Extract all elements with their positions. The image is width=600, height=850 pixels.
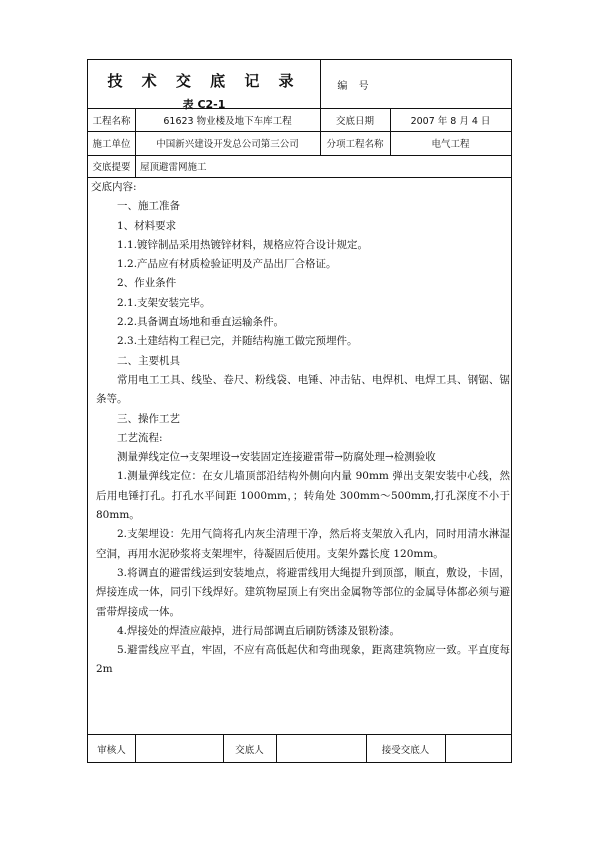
content-paragraph: 3.将调直的避雷线运到安装地点，将避雷线用大绳提升到顶部，顺直，敷设，卡固，焊接连成一体，同引下线焊好。建筑物屋顶上有突出金属物等部位的金属导体都必须与避雷带焊接成一体。 [96, 566, 510, 618]
content-paragraph: 一、施工准备 [117, 200, 180, 213]
content-paragraph: 二、主要机具 [117, 354, 180, 367]
content-paragraph: 常用电工工具、线坠、卷尺、粉线袋、电锤、冲击钻、电焊机、电焊工具、钢锯、锯条等。 [96, 373, 510, 406]
content-paragraph: 1.1.镀锌制品采用热镀锌材料，规格应符合设计规定。 [117, 238, 369, 251]
content-paragraph: 1.2.产品应有材质检验证明及产品出厂合格证。 [117, 258, 337, 271]
unit-label: 施工单位 [92, 139, 131, 150]
reviewer-value [135, 734, 223, 763]
technical-disclosure-form [87, 59, 512, 763]
content-paragraph: 2、作业条件 [117, 277, 177, 290]
content-paragraph: 5.避雷线应平直，牢固，不应有高低起伏和弯曲现象，距离建筑物应一致。平直度每2m [96, 644, 510, 676]
receiver-label: 接受交底人 [381, 744, 430, 756]
project-name-label: 工程名称 [92, 115, 131, 127]
number-value [390, 60, 511, 108]
content-paragraph: 2.支架埋设：先用气筒将孔内灰尘清理干净，然后将支架放入孔内，同时用清水淋湿空洞，再用水泥砂浆将支架埋牢，待凝固后使用。支架外露长度 120mm。 [96, 528, 510, 560]
form-code: 表 C2-1 [182, 98, 226, 111]
project-name-value: 61623 物业楼及地下车库工程 [163, 115, 292, 127]
receiver-value [445, 734, 511, 763]
number-label: 编 号 [337, 80, 373, 92]
content-paragraph: 2.2.具备调直场地和垂直运输条件。 [117, 316, 285, 329]
content-paragraph: 测量弹线定位→支架埋设→安装固定连接避雷带→防腐处理→检测验收 [117, 451, 436, 464]
reviewer-label: 审核人 [97, 744, 126, 756]
presenter-label: 交底人 [235, 744, 264, 756]
content-paragraph: 1、材料要求 [117, 219, 177, 232]
sub-project-value: 电气工程 [431, 139, 470, 150]
content-paragraph: 2.3.土建结构工程已完，并随结构施工做完预埋件。 [117, 335, 358, 348]
form-title: 技 术 交 底 记 录 [107, 72, 301, 90]
unit-value: 中国新兴建设开发总公司第三公司 [156, 139, 299, 150]
summary-label: 交底提要 [92, 162, 131, 173]
content-paragraph: 2.1.支架安装完毕。 [117, 296, 211, 309]
content-paragraph: 1.测量弹线定位：在女儿墙顶部沿结构外侧向内量 90mm 弹出支架安装中心线，然后用电锤打孔。打孔水平间距 1000mm，；转角处 300mm～500mm,打孔深度不小于 80mm。 [96, 470, 510, 522]
disclosure-content [88, 178, 513, 734]
date-label: 交底日期 [335, 115, 374, 127]
presenter-value [276, 734, 366, 763]
content-paragraph: 4.焊接处的焊渣应敲掉，进行局部调直后刷防锈漆及银粉漆。 [117, 624, 401, 637]
date-value: 2007 年 8 月 4 日 [410, 115, 491, 127]
content-paragraph: 三、操作工艺 [117, 412, 180, 425]
sub-project-label: 分项工程名称 [326, 139, 384, 150]
summary-value: 屋顶避雷网施工 [140, 162, 207, 173]
content-paragraph: 工艺流程: [117, 431, 163, 444]
content-lead: 交底内容: [91, 181, 137, 193]
